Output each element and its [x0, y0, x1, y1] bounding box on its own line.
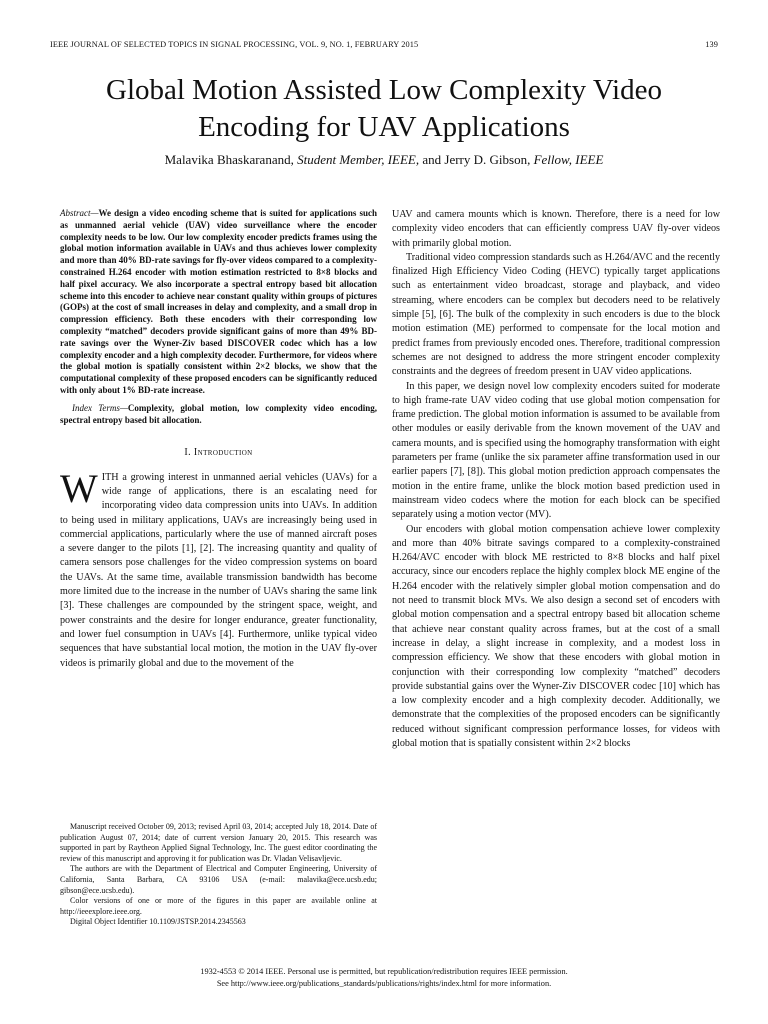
- abstract: [60, 208, 377, 397]
- footnote-authors: The authors are with the Department of Electrical and Computer Engineering, University of California, Santa Barbara, CA 93106 USA (e-mail: malavika@ece.ucsb.edu; gibson@ece.ucsb.edu).: [60, 864, 377, 895]
- page-number: 139: [705, 40, 718, 49]
- author-line: [40, 152, 728, 168]
- footer-rights-link: See http://www.ieee.org/publications_standards/publications/rights/index.html for more information.: [216, 979, 552, 988]
- index-terms-lead: Index Terms—: [72, 402, 128, 413]
- author-2-affiliation: Fellow, IEEE: [533, 152, 604, 167]
- right-column: [392, 208, 720, 751]
- journal-header: IEEE JOURNAL OF SELECTED TOPICS IN SIGNAL PROCESSING, VOL. 9, NO. 1, FEBRUARY 2015: [50, 40, 419, 49]
- paper-title: [40, 72, 728, 146]
- abstract-text: We design a video encoding scheme that is suited for applications such as unmanned aerial vehicle (UAV) video surveillance where the encoder complexity needs to be low. Our low complexity encoder predicts frames using the global motion information available in UAVs and thus achieves lower complexity and more than 40% BD-rate savings for fly-over videos compared to a complexity-constrained H.264 encoder with motion estimation restricted to 8×8 blocks and half pixel accuracy. We also incorporate a spectral entropy based bit allocation scheme into this encoder to achieve near constant quality within groups of pictures (GOPs) at the cost of small increases in delay and complexity, and a small drop in compression efficiency. Both these encoders with their corresponding low complexity “matched” decoders provide significant gains of more than 49% BD-rate savings over the Wyner-Ziv based DISCOVER codec which has a low complexity encoder and a high complexity decoder. Furthermore, for videos where the global motion is spatially consistent within 2×2 blocks, we show that the computational complexity of these proposed encoders can be significantly reduced with only about 1% BD-rate increase.: [60, 208, 377, 395]
- footnotes: [60, 822, 377, 928]
- right-paragraph-2: In this paper, we design novel low complexity encoders suited for moderate to high frame-rate UAV video coding that use global motion compensation for frame prediction. The global motion information is assumed to be available from other modules or easily derivable from the known movement of the UAV and camera mounts, and is specified using the homography transformation with eight parameters per frame (unlike the six parameter affine transformation used in our earlier papers [7], [8]). This global motion prediction approach compensates the motion in the entire frame, unlike the block motion based prediction used in mainstream video codecs where the motion for each block can be specified separately using a motion vector (MV).: [392, 380, 720, 521]
- intro-caps: ITH: [101, 471, 119, 483]
- right-paragraph-1: Traditional video compression standards such as H.264/AVC and the recently finalized High Efficiency Video Coding (HEVC) typically target applications such as entertainment video broadcast, storage and playback, and video streaming, where encoders can be complex but decoders need to be relatively simple [5], [6]. The bulk of the complexity in such encoders is due to the block motion estimation (ME) performed to compensate for the local motion and predict frames from previously encoded ones. Therefore, traditional compression schemes are not designed to address the more stringent encoder complexity constraints and the degrees of freedom present in UAV video applications.: [392, 251, 720, 378]
- abstract-lead: Abstract—: [60, 208, 99, 218]
- right-paragraph-0: UAV and camera mounts which is known. Therefore, there is a need for low complexity video encoders that can efficiently compress UAV fly-over videos with primarily global motion.: [392, 209, 720, 249]
- right-paragraph-3: Our encoders with global motion compensation achieve lower complexity and more than 40% bitrate savings compared to a complexity-constrained H.264/AVC encoder with block ME restricted to 8×8 blocks and half pixel accuracy, since our encoders replace the highly complex block ME engine of the H.264 encoder with the relatively simpler global motion compensation and do not need to transmit block MVs. We also design a second set of encoders with global motion compensation and a spectral entropy based bit allocation scheme that achieve near constant quality across frames, but at the cost of a small increase in delay, a slight increase in complexity, and a modest loss in compression efficiency. We show that these encoders with global motion in conjunction with their corresponding low complexity “matched” decoders provide substantial gains over the Wyner-Ziv DISCOVER codec [10] which has a low complexity encoder and a high complexity decoder. Additionally, we demonstrate that the complexities of the proposed encoders can be significantly reduced without significant compression performance losses, for videos with global motion that is spatially consistent within 2×2 blocks: [392, 523, 720, 749]
- section-numeral: I.: [184, 447, 192, 459]
- left-column: [60, 208, 377, 671]
- section-title: Introduction: [193, 447, 253, 459]
- copyright-footer: [40, 966, 728, 990]
- title-line-2: Encoding for UAV Applications: [198, 111, 570, 143]
- drop-cap: W: [60, 465, 98, 511]
- footnote-doi: Digital Object Identifier 10.1109/JSTSP.2014.2345563: [70, 917, 246, 927]
- index-terms: [60, 403, 377, 427]
- footnote-color: Color versions of one or more of the figures in this paper are available online at http://ieeexplore.ieee.org.: [60, 896, 377, 916]
- footer-copyright: 1932-4553 © 2014 IEEE. Personal use is permitted, but republication/redistribution requires IEEE permission.: [200, 967, 568, 976]
- author-1: Malavika Bhaskaranand,: [164, 152, 294, 167]
- section-heading-introduction: [60, 446, 377, 460]
- author-1-affiliation: Student Member, IEEE,: [297, 152, 420, 167]
- author-2: and Jerry D. Gibson,: [422, 152, 531, 167]
- intro-text: a growing interest in unmanned aerial vehicles (UAVs) for a wide range of applications, there is an escalating need for incorporating video data compression units into UAVs. In addition to being used in military applications, UAVs are increasingly being used in commercial applications, particularly where the use of manned aircraft poses a severe danger to the pilots [1], [2]. The increasing quantity and quality of camera sensors pose challenges for the video compression systems on board the UAVs. At the same time, available transmission bandwidth has become more limited due to the increase in the number of UAVs sharing the same link [3]. These challenges are compounded by the stringent space, weight, and power constraints and the desire for longer endurance, greater functionality, and lower fuel consumption in UAVs [4]. Furthermore, unlike typical video sequences that have substantial local motion, the motion in the UAV fly-over videos is primarily global and due to the movement of the: [60, 471, 377, 669]
- footnote-manuscript: Manuscript received October 09, 2013; revised April 03, 2014; accepted July 18, 2014. Date of publication August 07, 2014; date of current version January 20, 2015. This research was supported in part by Raytheon Applied Signal Technology, Inc. The guest editor coordinating the review of this manuscript and approving it for publication was Dr. Vladan Velisavljevic.: [60, 822, 377, 863]
- title-line-1: Global Motion Assisted Low Complexity Video: [106, 74, 662, 106]
- index-terms-text: Complexity, global motion, low complexity video encoding, spectral entropy based bit allocation.: [60, 402, 377, 425]
- intro-paragraph: [60, 465, 377, 671]
